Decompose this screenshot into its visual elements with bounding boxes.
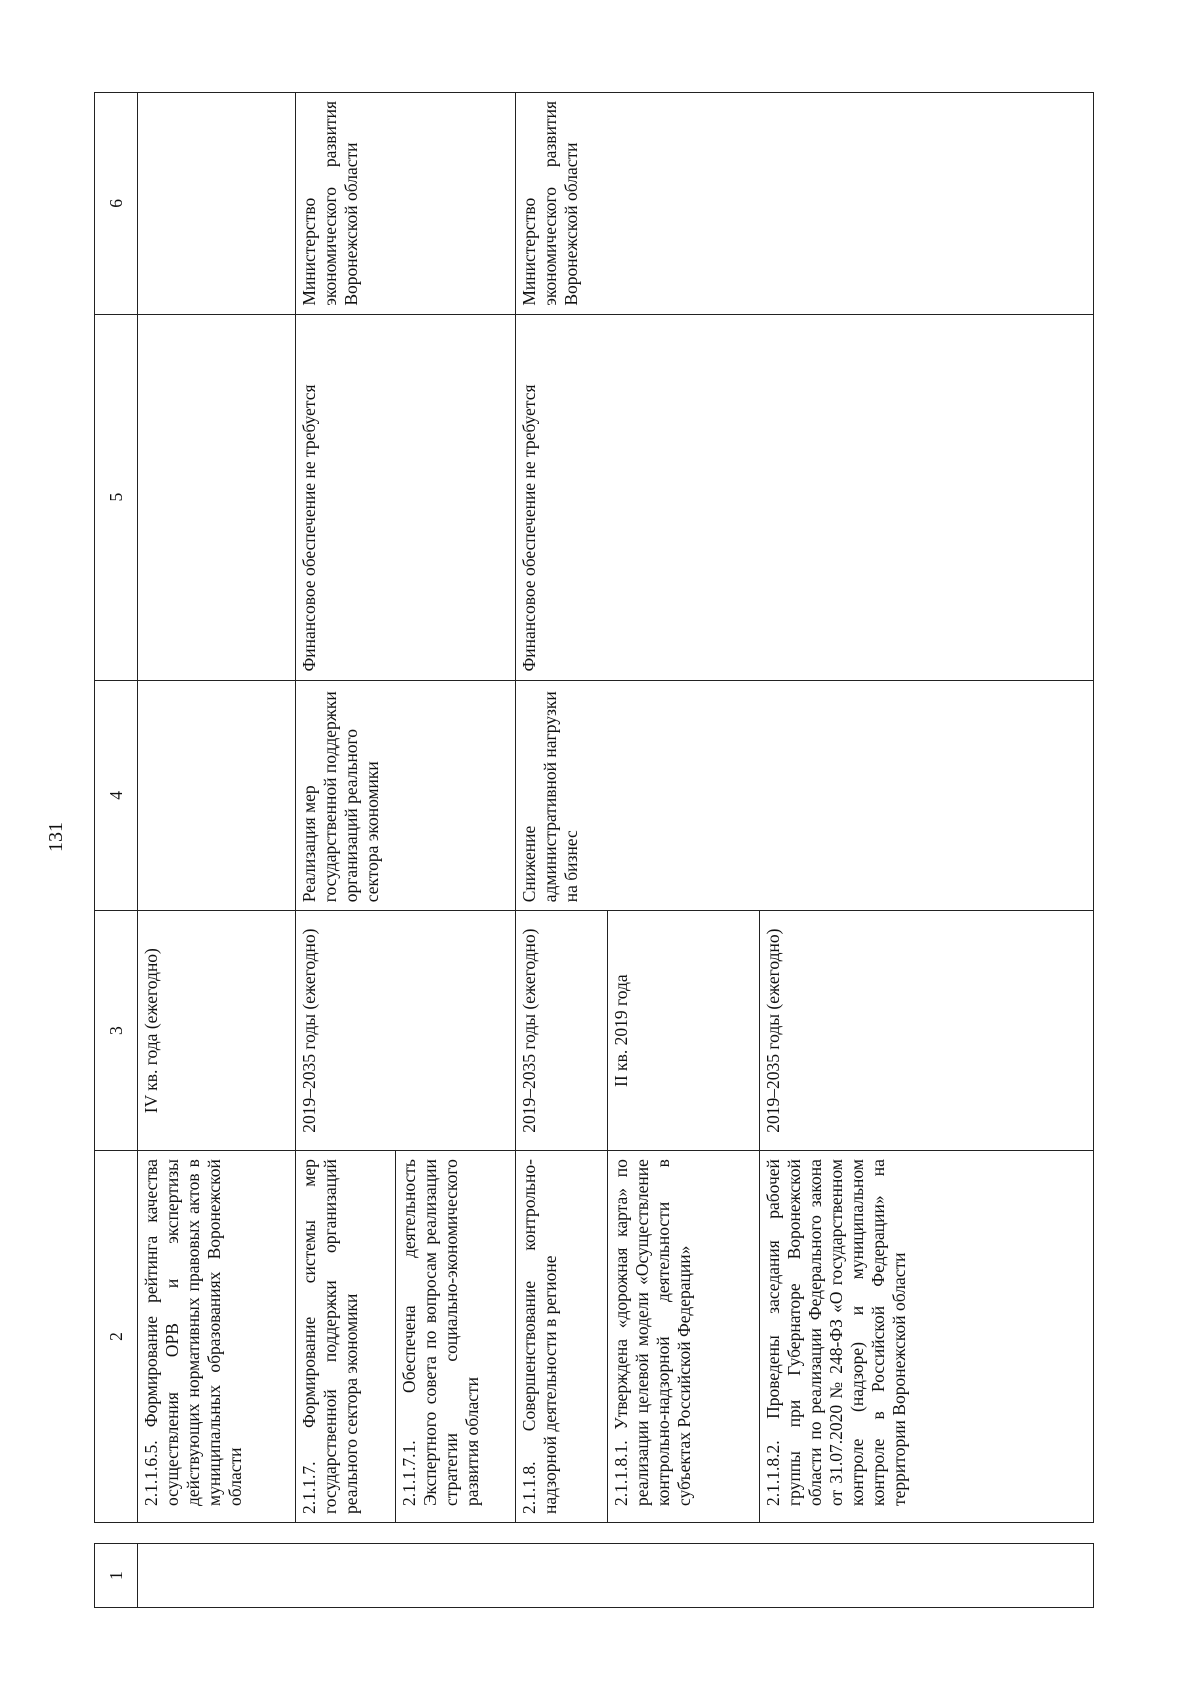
executor-cell [138,93,296,315]
measure-cell: 2.1.1.7.1. Обеспечена деятельность Экспертного совета по вопросам реализации стратегии социально-экономического развития области [396,1151,516,1523]
measure-cell: 2.1.1.7. Формирование системы мер государственной поддержки организаций реального сектора экономики [296,1151,396,1523]
header-col-1: 1 [95,1544,138,1608]
table-row [138,93,296,1608]
period-cell: IV кв. года (ежегодно) [138,911,296,1151]
table-row [296,93,396,1608]
measure-cell: 2.1.1.6.5. Формирование рейтинга качества осуществления ОРВ и экспертизы действующих нормативных правовых актов в муниципальных образованиях Воронежской области [138,1151,296,1523]
rotated-page-content [94,92,1092,1608]
header-row [95,93,138,1608]
header-col-5: 5 [95,314,138,680]
column-gap [138,1523,1094,1544]
col-1-cell [138,1544,1094,1608]
measure-cell: 2.1.1.8.1. Утверждена «дорожная карта» по реализации целевой модели «Осуществление контрольно-надзорной деятельности в субъектах Российской Федерации» [608,1151,760,1523]
funding-cell [138,314,296,680]
result-cell [138,680,296,911]
measure-cell: 2.1.1.8. Совершенствование контрольно-надзорной деятельности в регионе [516,1151,608,1523]
funding-cell: Финансовое обеспечение не требуется [516,314,1094,680]
measure-cell: 2.1.1.8.2. Проведены заседания рабочей группы при Губернаторе Воронежской области по реализации Федерального закона от 31.07.2020 № 248-ФЗ «О государственном контроле (надзоре) и муниципальном контроле в Российской Федерации» на территории Воронежской области [760,1151,1094,1523]
period-cell: II кв. 2019 года [608,911,760,1151]
header-col-2: 2 [95,1151,138,1523]
result-cell: Реализация мер государственной поддержки организаций реального сектора экономики [296,680,516,911]
executor-cell: Министерство экономического развития Воронежской области [296,93,516,315]
period-cell: 2019–2035 годы (ежегодно) [516,911,608,1151]
period-cell: 2019–2035 годы (ежегодно) [296,911,516,1151]
measures-table [94,92,1094,1608]
result-cell: Снижение административной нагрузки на бизнес [516,680,1094,911]
header-col-3: 3 [95,911,138,1151]
column-gap [95,1523,138,1544]
header-col-6: 6 [95,93,138,315]
period-cell: 2019–2035 годы (ежегодно) [760,911,1094,1151]
table-row [516,93,608,1608]
funding-cell: Финансовое обеспечение не требуется [296,314,516,680]
header-col-4: 4 [95,680,138,911]
page-number: 131 [45,822,67,852]
executor-cell: Министерство экономического развития Воронежской области [516,93,1094,315]
